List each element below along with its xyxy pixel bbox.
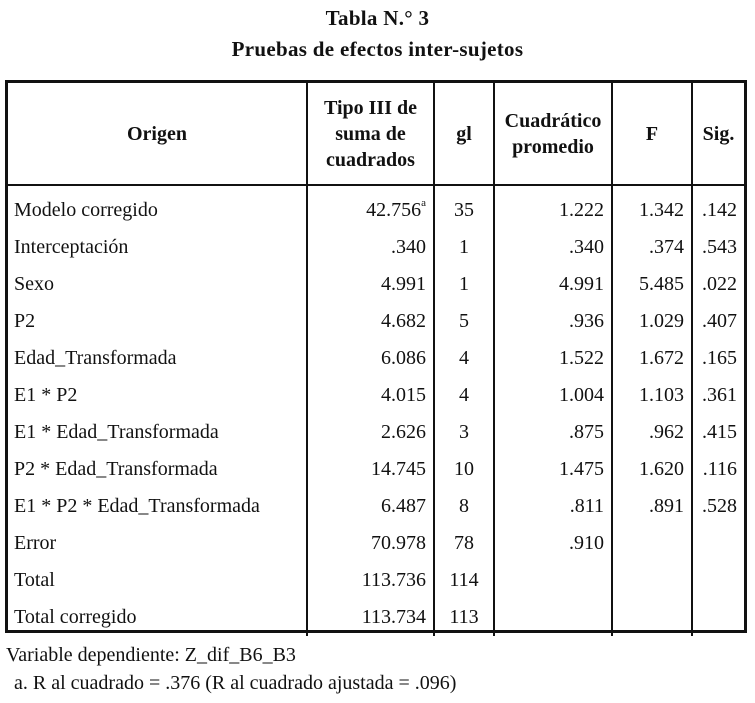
cell-mean-square: 4.991	[494, 266, 612, 303]
cell-sig: .022	[692, 266, 744, 303]
cell-origen: P2 * Edad_Transformada	[14, 458, 218, 480]
header-row	[8, 83, 744, 185]
cell-gl: 4	[434, 340, 494, 377]
cell-sum-of-squares: 113.734	[307, 599, 434, 636]
cell-origen: Total corregido	[14, 606, 137, 628]
table-row	[8, 562, 744, 599]
cell-mean-square: 1.475	[494, 451, 612, 488]
cell-sum-of-squares: 2.626	[307, 414, 434, 451]
cell-sig	[692, 599, 744, 636]
cell-gl: 3	[434, 414, 494, 451]
cell-f	[612, 525, 692, 562]
cell-f: 1.103	[612, 377, 692, 414]
dependent-variable-note: Variable dependiente: Z_dif_B6_B3	[6, 644, 296, 666]
table-row	[8, 340, 744, 377]
cell-sig: .543	[692, 229, 744, 266]
cell-origen: Error	[14, 532, 57, 554]
footnote-a: a. R al cuadrado = .376 (R al cuadrado ajustada = .096)	[14, 672, 457, 694]
cell-origen: E1 * Edad_Transformada	[14, 421, 219, 443]
cell-gl: 10	[434, 451, 494, 488]
cell-sum-of-squares: 42.756$^a$	[307, 185, 434, 229]
table-row	[8, 185, 744, 229]
cell-f: 5.485	[612, 266, 692, 303]
cell-mean-square: .910	[494, 525, 612, 562]
cell-sum-of-squares: 4.682	[307, 303, 434, 340]
table-row	[8, 525, 744, 562]
cell-origen: Edad_Transformada	[14, 347, 177, 369]
cell-mean-square: .936	[494, 303, 612, 340]
cell-mean-square: 1.004	[494, 377, 612, 414]
table-row	[8, 451, 744, 488]
cell-sum-of-squares: 4.015	[307, 377, 434, 414]
cell-sum-of-squares: 113.736	[307, 562, 434, 599]
table-row	[8, 599, 744, 636]
cell-f: 1.672	[612, 340, 692, 377]
cell-f: .374	[612, 229, 692, 266]
table-row	[8, 266, 744, 303]
table-row	[8, 377, 744, 414]
cell-mean-square: .340	[494, 229, 612, 266]
table-row	[8, 303, 744, 340]
cell-sum-of-squares: .340	[307, 229, 434, 266]
cell-sum-of-squares: 14.745	[307, 451, 434, 488]
cell-gl: 8	[434, 488, 494, 525]
results-table	[5, 80, 747, 633]
cell-sig: .142	[692, 185, 744, 229]
cell-sum-of-squares: 70.978	[307, 525, 434, 562]
cell-sig	[692, 562, 744, 599]
cell-sum-of-squares: 6.487	[307, 488, 434, 525]
cell-sum-of-squares: 6.086	[307, 340, 434, 377]
cell-origen: P2	[14, 310, 36, 332]
header-f: F	[612, 83, 692, 185]
header-tipo-iii: Tipo III de suma de cuadrados	[307, 83, 434, 185]
header-cuadratico: Cuadrático promedio	[494, 83, 612, 185]
cell-f: 1.029	[612, 303, 692, 340]
cell-gl: 114	[434, 562, 494, 599]
cell-origen: Interceptación	[14, 236, 129, 258]
table-row	[8, 414, 744, 451]
cell-mean-square: 1.522	[494, 340, 612, 377]
cell-sig	[692, 525, 744, 562]
cell-sig: .116	[692, 451, 744, 488]
table-subtitle: Pruebas de efectos inter-sujetos	[231, 37, 524, 61]
cell-gl: 35	[434, 185, 494, 229]
cell-origen: E1 * P2	[14, 384, 78, 406]
header-origen: Origen	[8, 83, 307, 185]
table-title: Tabla N.° 3	[325, 6, 430, 30]
cell-f	[612, 599, 692, 636]
table-row	[8, 488, 744, 525]
cell-mean-square: .811	[494, 488, 612, 525]
cell-origen: E1 * P2 * Edad_Transformada	[14, 495, 260, 517]
cell-f: 1.620	[612, 451, 692, 488]
cell-f	[612, 562, 692, 599]
cell-mean-square: 1.222	[494, 185, 612, 229]
cell-gl: 113	[434, 599, 494, 636]
footnote-marker: a	[421, 197, 426, 209]
cell-gl: 5	[434, 303, 494, 340]
cell-mean-square: .875	[494, 414, 612, 451]
cell-mean-square	[494, 599, 612, 636]
cell-sig: .528	[692, 488, 744, 525]
cell-f: .891	[612, 488, 692, 525]
cell-f: .962	[612, 414, 692, 451]
header-sig: Sig.	[692, 83, 744, 185]
cell-gl: 1	[434, 266, 494, 303]
cell-sum-of-squares: 4.991	[307, 266, 434, 303]
cell-sig: .361	[692, 377, 744, 414]
table-row	[8, 229, 744, 266]
cell-gl: 4	[434, 377, 494, 414]
cell-sig: .165	[692, 340, 744, 377]
cell-origen: Modelo corregido	[14, 199, 158, 221]
cell-gl: 78	[434, 525, 494, 562]
cell-mean-square	[494, 562, 612, 599]
cell-gl: 1	[434, 229, 494, 266]
cell-sig: .407	[692, 303, 744, 340]
cell-f: 1.342	[612, 185, 692, 229]
cell-origen: Sexo	[14, 273, 54, 295]
cell-origen: Total	[14, 569, 55, 591]
header-gl: gl	[434, 83, 494, 185]
cell-sig: .415	[692, 414, 744, 451]
